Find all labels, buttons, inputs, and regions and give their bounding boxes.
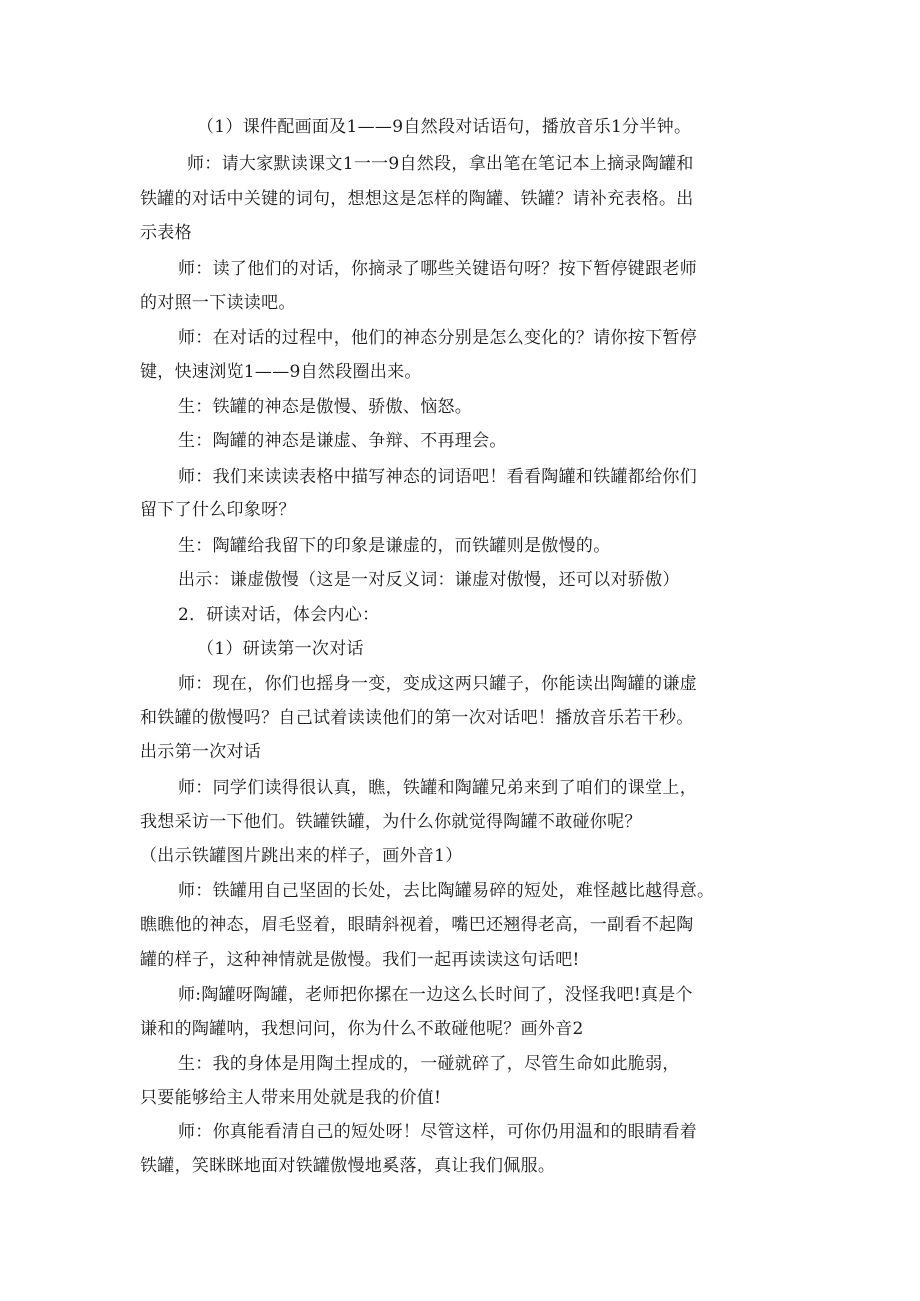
paragraph-line-6: 的对照一下读读吧。 [140, 293, 296, 313]
paragraph-line-27: 谦和的陶罐呐，我想问问，你为什么不敢碰他呢？画外音2 [140, 1019, 584, 1039]
paragraph-line-4: 示表格 [140, 223, 192, 243]
paragraph-line-23: 师：铁罐用自己坚固的长处，去比陶罐易碎的短处，难怪越比越得意。 [178, 881, 715, 901]
paragraph-line-18: 和铁罐的傲慢吗？自己试着读读他们的第一次对话吧！播放音乐若干秒。 [140, 708, 694, 728]
paragraph-line-25: 罐的样子，这种神情就是傲慢。我们一起再读读这句话吧! [140, 950, 580, 970]
paragraph-line-15: 2．研读对话，体会内心： [178, 605, 380, 625]
paragraph-line-10: 生：陶罐的神态是谦虚、争辩、不再理会。 [178, 431, 507, 451]
paragraph-line-2: 师：请大家默读课文1一一9自然段，拿出笔在笔记本上摘录陶罐和 [187, 154, 694, 174]
paragraph-line-1: （1）课件配画面及1——9自然段对话语句，播放音乐1分半钟。 [197, 117, 692, 137]
paragraph-line-7: 师：在对话的过程中，他们的神态分别是怎么变化的？请你按下暂停 [178, 328, 697, 348]
paragraph-line-24: 瞧瞧他的神态，眉毛竖着，眼睛斜视着，嘴巴还翘得老高，一副看不起陶 [140, 915, 694, 935]
paragraph-line-14: 出示：谦虚傲慢（这是一对反义词：谦虚对傲慢，还可以对骄傲） [178, 570, 680, 590]
paragraph-line-11: 师：我们来读读表格中描写神态的词语吧！看看陶罐和铁罐都给你们 [178, 467, 697, 487]
paragraph-line-22: （出示铁罐图片跳出来的样子，画外音1） [140, 846, 463, 866]
paragraph-line-16: （1）研读第一次对话 [197, 639, 364, 659]
paragraph-line-29: 只要能够给主人带来用处就是我的价值! [140, 1088, 442, 1108]
paragraph-line-30: 师：你真能看清自己的短处呀！尽管这样，可你仍用温和的眼睛看着 [178, 1122, 697, 1142]
paragraph-line-28: 生：我的身体是用陶土捏成的，一碰就碎了，尽管生命如此脆弱， [178, 1054, 680, 1074]
paragraph-line-26: 师:陶罐呀陶罐，老师把你摞在一边这么长时间了，没怪我吧!真是个 [178, 985, 693, 1005]
paragraph-line-3: 铁罐的对话中关键的词句，想想这是怎样的陶罐、铁罐？请补充表格。出 [140, 189, 694, 209]
paragraph-line-13: 生：陶罐给我留下的印象是谦虚的，而铁罐则是傲慢的。 [178, 536, 611, 556]
paragraph-line-8: 键，快速浏览1——9自然段圈出来。 [140, 362, 422, 382]
paragraph-line-20: 师：同学们读得很认真，瞧，铁罐和陶罐兄弟来到了咱们的课堂上， [178, 778, 697, 798]
paragraph-line-31: 铁罐，笑眯眯地面对铁罐傲慢地奚落，真让我们佩服。 [140, 1156, 556, 1176]
paragraph-line-12: 留下了什么印象呀？ [140, 500, 296, 520]
paragraph-line-17: 师：现在，你们也摇身一变，变成这两只罐子，你能读出陶罐的谦虚 [178, 674, 697, 694]
paragraph-line-21: 我想采访一下他们。铁罐铁罐，为什么你就觉得陶罐不敢碰你呢？ [140, 812, 642, 832]
paragraph-line-19: 出示第一次对话 [140, 742, 262, 762]
paragraph-line-5: 师：读了他们的对话，你摘录了哪些关键语句呀？按下暂停键跟老师 [178, 259, 697, 279]
paragraph-line-9: 生：铁罐的神态是傲慢、骄傲、恼怒。 [178, 397, 473, 417]
